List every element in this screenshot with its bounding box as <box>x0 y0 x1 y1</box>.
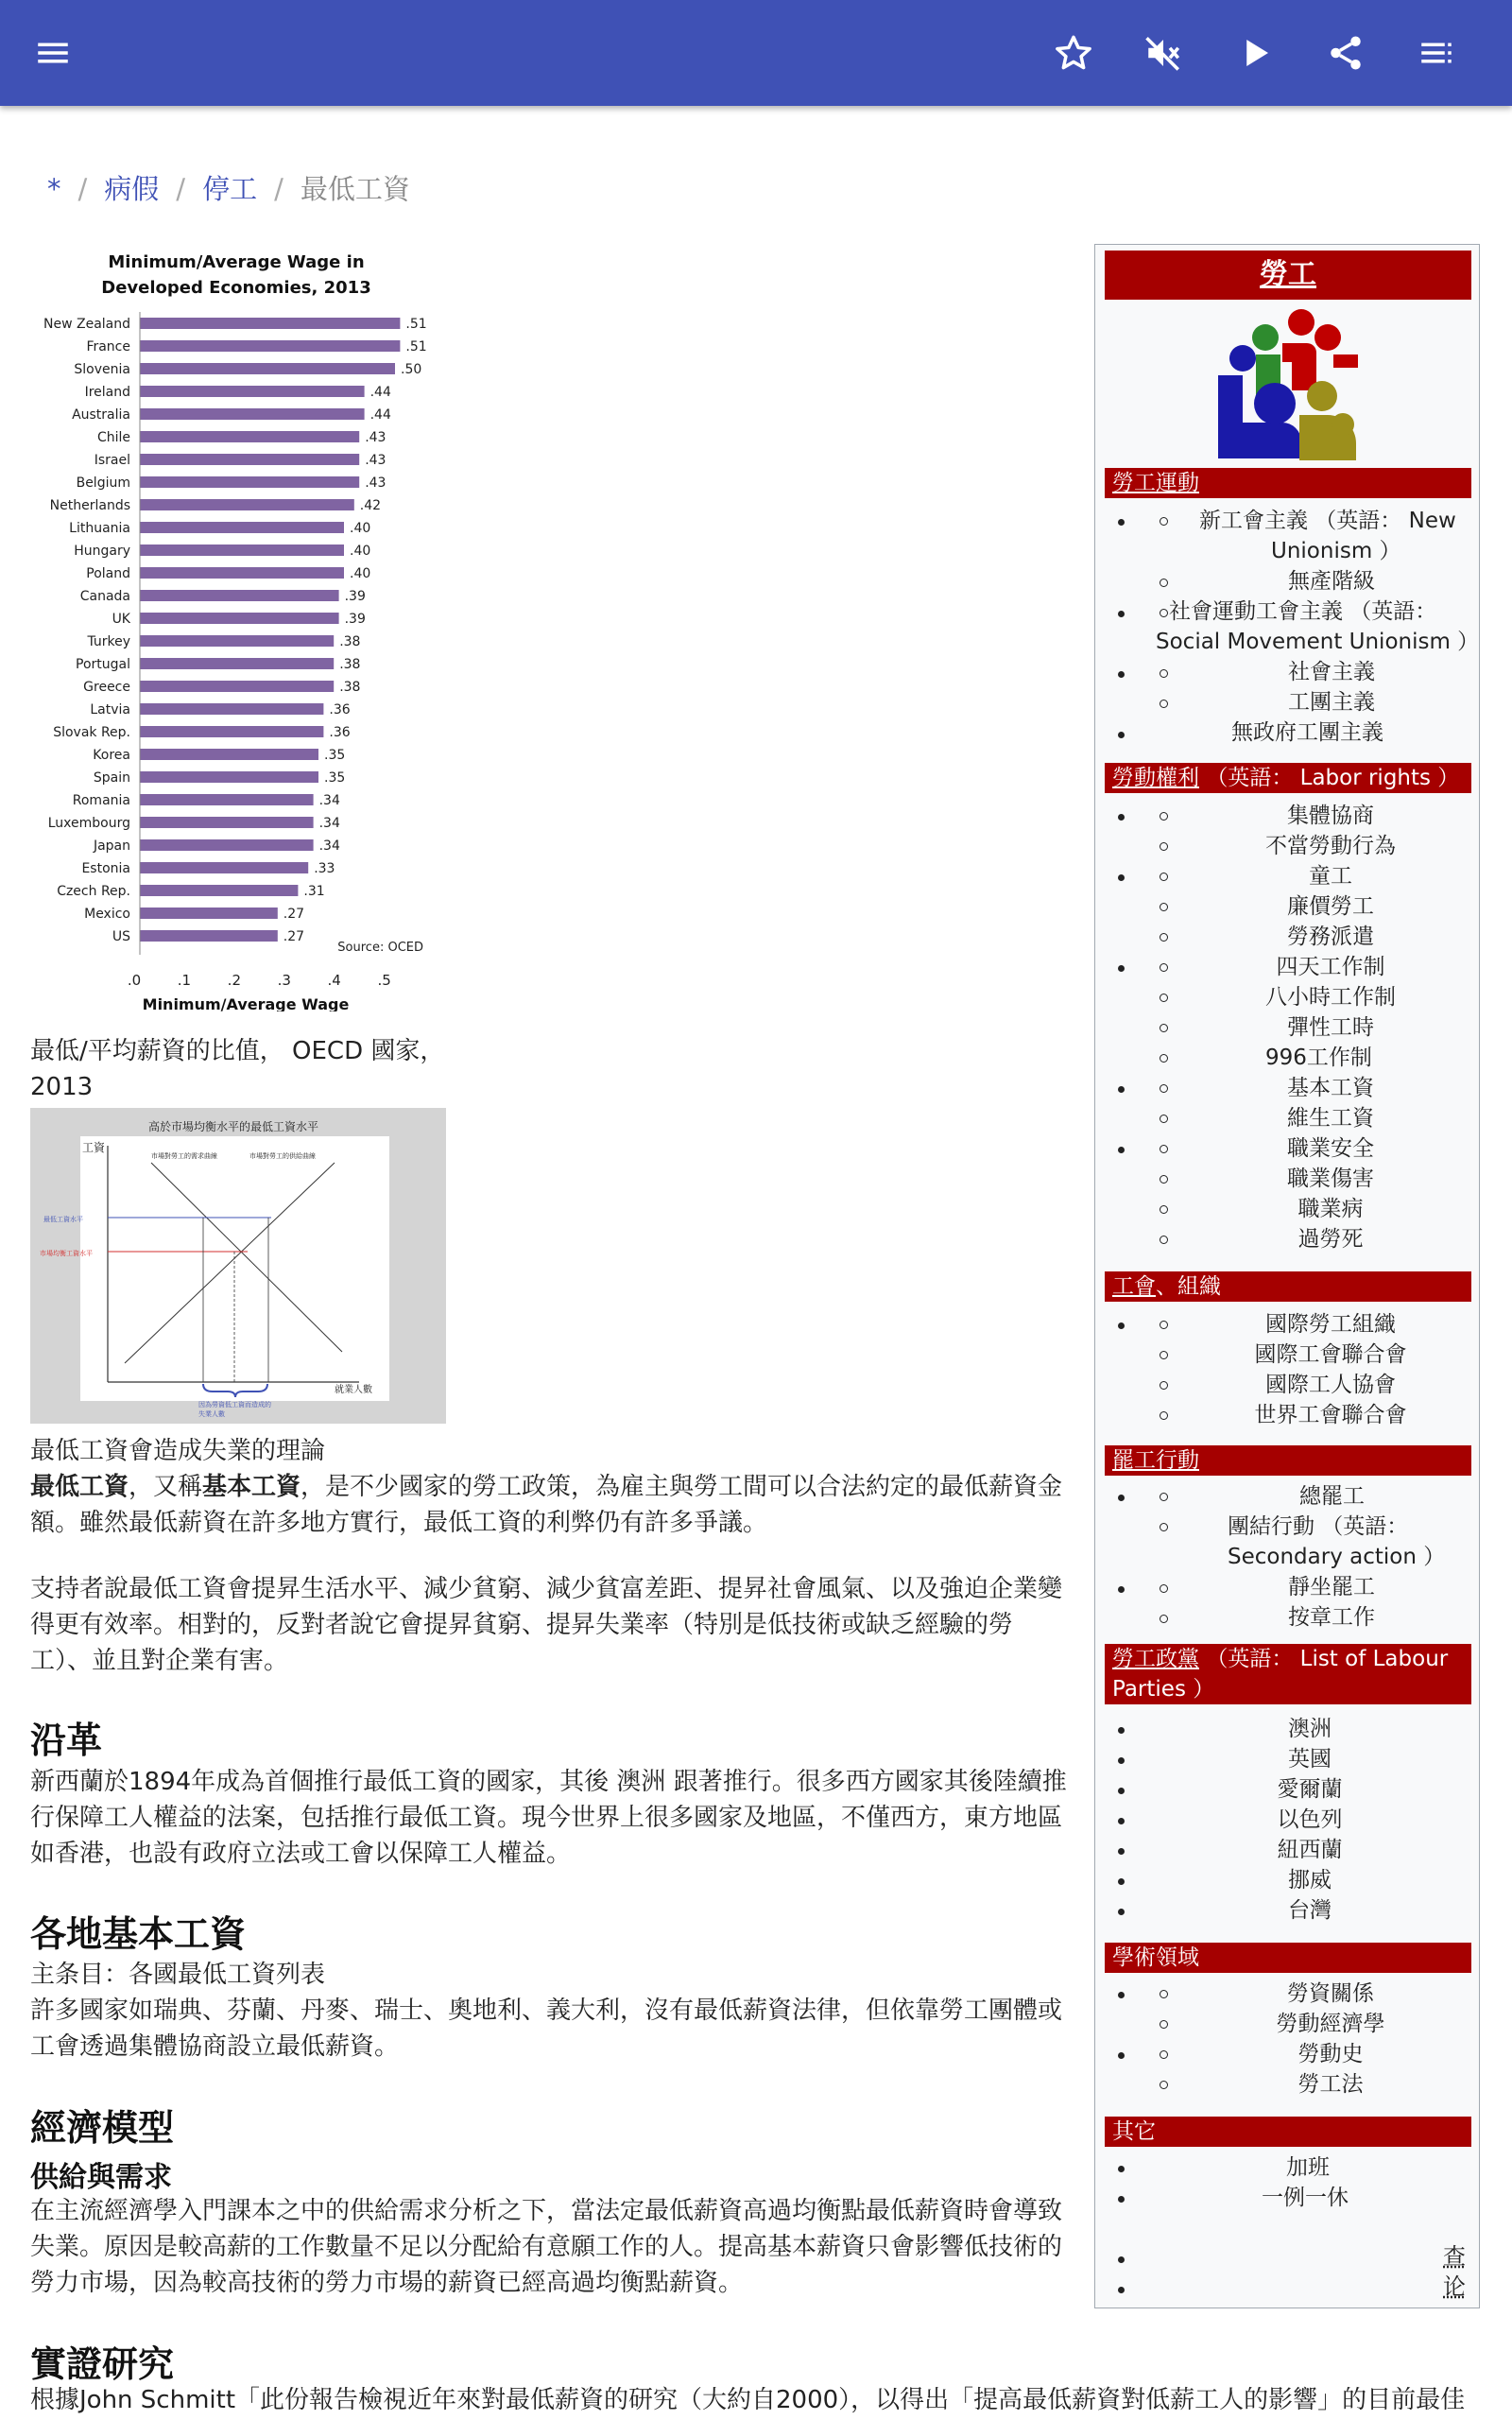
chart-category-label: Slovak Rep. <box>53 725 130 740</box>
chart-bar <box>140 635 334 647</box>
bullet <box>1160 903 1168 911</box>
chart-category-label: Estonia <box>81 861 130 876</box>
chart-value-label: .42 <box>359 498 382 513</box>
infobox-link[interactable]: 不當勞動行為 <box>1265 834 1396 858</box>
bullet <box>1160 963 1168 972</box>
chart-value-label: .38 <box>339 657 361 672</box>
section-heading-empirical: 實證研究 <box>30 2343 175 2385</box>
chart-bar <box>140 658 334 669</box>
infobox-link[interactable]: 勞務派遣 <box>1287 925 1374 949</box>
breadcrumb-item[interactable]: 停工 <box>202 173 258 205</box>
chart-value-label: .38 <box>339 634 361 649</box>
chart-bar <box>140 567 344 579</box>
chart-category-label: Latvia <box>90 702 130 717</box>
section-heading-history: 沿革 <box>30 1720 103 1761</box>
infobox-link[interactable]: 四天工作制 <box>1276 955 1385 979</box>
infobox-link[interactable]: 總罷工 <box>1299 1484 1365 1509</box>
bullet <box>1118 1147 1125 1153</box>
chart-category-label: Ireland <box>84 385 130 400</box>
infobox-section-title: 學術領域 <box>1112 1945 1199 1970</box>
chart-value-label: .31 <box>303 884 325 899</box>
breadcrumb <box>47 168 410 207</box>
bullet <box>1160 1084 1168 1093</box>
infobox-section-other <box>1105 2117 1471 2147</box>
infobox-link[interactable]: 童工 <box>1309 864 1352 889</box>
chart-category-label: France <box>86 339 130 354</box>
chart-bar <box>140 839 314 851</box>
chart-caption: 最低/平均薪資的比值， OECD 國家， <box>30 1037 445 1065</box>
diagram-supply-label: 市場對勞工的供給曲線 <box>249 1152 316 1160</box>
bullet <box>1160 700 1168 708</box>
star-outline-icon[interactable] <box>1047 26 1100 79</box>
infobox-section-suffix: （英語： Labor rights ） <box>1206 766 1460 790</box>
bold-term: 最低工資 <box>30 1473 129 1501</box>
infobox-link[interactable]: 社會主義 <box>1288 660 1375 684</box>
chart-category-label: Netherlands <box>49 498 130 513</box>
diagram-x-label: 就業人數 <box>335 1385 372 1395</box>
chart-value-label: .44 <box>369 385 391 400</box>
infobox-link[interactable]: 過勞死 <box>1297 1227 1364 1252</box>
infobox-link[interactable]: 維生工資 <box>1287 1106 1374 1131</box>
chart-category-label: Mexico <box>84 907 130 922</box>
chart-bar <box>140 590 339 601</box>
bullet <box>1118 519 1125 526</box>
chart-value-label: .34 <box>318 838 340 854</box>
infobox-link[interactable]: 無產階級 <box>1288 569 1375 594</box>
infobox-link[interactable]: 勞動經濟學 <box>1276 2012 1385 2036</box>
chart-bar <box>140 794 314 805</box>
history-paragraph: 新西蘭於1894年成為首個推行最低工資的國家，其後 澳洲 跟著推行。很多西方國家其後陸續推行保障工人權益的法案，包括推行最低工資。現今世界上很多國家及地區，不僅西方，東方地區如香港，也設有政府立法或工會以保障工人權益。 <box>30 1768 1067 1868</box>
bullet <box>1118 671 1125 678</box>
infobox-link[interactable]: 勞工法 <box>1297 2072 1364 2097</box>
breadcrumb-item[interactable]: 病假 <box>104 173 160 205</box>
infobox-link[interactable]: Unionism ） <box>1271 539 1401 563</box>
infobox-link[interactable]: 以色列 <box>1277 1807 1343 1832</box>
infobox-link[interactable]: 廉價勞工 <box>1287 894 1374 919</box>
chart-bar <box>140 885 298 896</box>
chart-category-label: Canada <box>79 589 130 604</box>
chart-value-label: .40 <box>350 544 371 559</box>
chart-value-label: .43 <box>365 453 387 468</box>
infobox-view-link[interactable]: 查 <box>1443 2243 1466 2270</box>
chart-category-label: Belgium <box>76 475 130 491</box>
chart-category-label: New Zealand <box>43 317 130 332</box>
infobox-link[interactable]: 集體協商 <box>1287 804 1374 828</box>
chart-x-tick-label: .2 <box>227 972 241 989</box>
bullet <box>1118 1788 1125 1794</box>
bullet <box>1160 1024 1168 1032</box>
breadcrumb-current: 最低工資 <box>300 173 410 205</box>
chart-category-label: Israel <box>94 453 130 468</box>
diagram-y-label: 工資 <box>82 1141 106 1154</box>
chart-category-label: Greece <box>83 680 130 695</box>
chart-category-label: Luxembourg <box>47 816 130 831</box>
chart-bar <box>140 726 323 737</box>
bullet <box>1118 814 1125 821</box>
chart-x-tick-label: .0 <box>127 972 142 989</box>
top-app-bar <box>0 0 1512 106</box>
infobox-link[interactable]: 愛爾蘭 <box>1277 1777 1343 1802</box>
chart-value-label: .38 <box>339 680 361 695</box>
chart-value-label: .51 <box>405 339 427 354</box>
chart-category-label: Slovenia <box>74 362 130 377</box>
chart-category-label: Poland <box>86 566 130 581</box>
infobox-link[interactable]: 一例一休 <box>1262 2186 1349 2210</box>
chart-value-label: .40 <box>350 521 371 536</box>
bullet <box>1118 2166 1125 2172</box>
chart-bar <box>140 930 278 942</box>
bullet <box>1160 1115 1168 1123</box>
infobox-link[interactable]: 勞動史 <box>1297 2042 1364 2066</box>
infobox-section-link[interactable]: 工會 <box>1112 1274 1156 1299</box>
bullet <box>1160 1990 1168 1998</box>
bullet <box>1160 517 1168 526</box>
empirical-paragraph: 根據John Schmitt「此份報告檢視近年來對最低薪資的研究（大約自2000），以得出「提高最低薪資對低薪工人的影響」的目前最佳 <box>30 2386 1466 2414</box>
infobox-link[interactable]: 英國 <box>1288 1747 1332 1772</box>
chart-bar <box>140 363 395 374</box>
diagram-min-wage-label: 最低工資水平 <box>43 1216 83 1223</box>
chart-category-label: US <box>112 929 130 944</box>
infobox-link[interactable]: 團結行動 （英語： <box>1228 1514 1409 1539</box>
bullet <box>1160 1145 1168 1153</box>
chart-category-label: Korea <box>93 748 130 763</box>
chart-bar <box>140 499 354 510</box>
bullet <box>1160 873 1168 881</box>
bullet <box>1118 1586 1125 1593</box>
bold-term: 基本工資 <box>202 1473 301 1501</box>
bullet <box>1160 1321 1168 1329</box>
chart-title-line-2: Developed Economies, 2013 <box>101 278 371 298</box>
bullet <box>1160 994 1168 1002</box>
infobox-link[interactable]: 社會運動工會主義 （英語： <box>1169 599 1437 624</box>
diagram-caption: 最低工資會造成失業的理論 <box>30 1437 326 1465</box>
bullet <box>1160 609 1168 617</box>
infobox-title[interactable]: 勞工 <box>1105 251 1471 300</box>
bullet <box>1160 1054 1168 1063</box>
chart-source-label: Source: OCED <box>337 941 423 955</box>
chart-value-label: .40 <box>350 566 371 581</box>
infobox-link[interactable]: 台灣 <box>1288 1898 1332 1923</box>
chart-bar <box>140 817 314 828</box>
bullet <box>1118 1909 1125 1915</box>
diagram-unemployment-label: 因為勞資低工資而造成的 <box>198 1401 271 1409</box>
chart-bar <box>140 318 400 329</box>
intro-paragraph <box>30 1469 1070 1541</box>
chart-category-label: Japan <box>93 838 130 854</box>
chart-value-label: .34 <box>318 793 340 808</box>
bullet <box>1118 1086 1125 1093</box>
chart-bar <box>140 544 344 556</box>
chart-bar <box>140 908 278 919</box>
bullet <box>1118 611 1125 617</box>
chart-value-label: .50 <box>401 362 422 377</box>
bullet <box>1160 842 1168 851</box>
bullet <box>1118 1727 1125 1734</box>
chart-category-label: Portugal <box>76 657 130 672</box>
bullet <box>1160 2081 1168 2089</box>
table-of-contents-icon[interactable] <box>1410 26 1463 79</box>
bullet <box>1118 2256 1125 2263</box>
chart-bar <box>140 771 318 783</box>
bullet <box>1160 812 1168 821</box>
chart-bar <box>140 431 359 442</box>
chart-category-label: Hungary <box>74 544 130 559</box>
infobox-link[interactable]: 世界工會聯合會 <box>1254 1403 1407 1427</box>
diagram-title: 高於市場均衡水平的最低工資水平 <box>147 1120 319 1133</box>
chart-value-label: .27 <box>283 929 305 944</box>
chart-bar <box>140 613 339 624</box>
play-icon[interactable] <box>1228 26 1281 79</box>
infobox-link[interactable]: 無政府工團主義 <box>1231 720 1383 745</box>
infobox-link[interactable]: 紐西蘭 <box>1277 1838 1343 1862</box>
infobox-section-suffix: Parties ） <box>1112 1677 1215 1702</box>
intro-paragraph-2: 支持者說最低工資會提昇生活水平、減少貧窮、減少貧富差距、提昇社會風氣、以及強迫企業變得更有效率。相對的，反對者說它會提昇貧窮、提昇失業率（特別是低技術或缺乏經驗的勞工）、並且對企業有害。 <box>30 1575 1063 1675</box>
breadcrumb-home[interactable]: * <box>47 173 61 205</box>
bullet <box>1118 1878 1125 1885</box>
infobox-link[interactable]: Social Movement Unionism ） <box>1156 630 1480 654</box>
chart-category-label: Chile <box>96 430 130 445</box>
infobox-link[interactable]: 國際勞工組織 <box>1265 1312 1396 1337</box>
infobox-section-link[interactable]: 勞動權利 <box>1112 766 1199 790</box>
infobox-section-link[interactable]: 勞工運動 <box>1112 471 1199 495</box>
chart-value-label: .39 <box>344 612 366 627</box>
subsection-heading-supply-demand: 供給與需求 <box>30 2161 172 2194</box>
infobox-section-title: 其它 <box>1112 2119 1156 2144</box>
infobox-link[interactable]: 彈性工時 <box>1287 1015 1374 1040</box>
chart-x-axis-label: Minimum/Average Wage <box>142 995 350 1011</box>
bullet <box>1118 732 1125 738</box>
intro-text: ，是不少國家的勞工政策，為雇主與勞工間可以合法約定的最低薪資金額。雖然最低薪資在許多地方實行，最低工資的利弊仍有許多爭議。 <box>30 1473 1063 1537</box>
infobox-link[interactable]: 靜坐罷工 <box>1288 1575 1375 1599</box>
chart-value-label: .34 <box>318 816 340 831</box>
chart-value-label: .35 <box>324 770 346 786</box>
infobox-link[interactable]: 勞資關係 <box>1287 1981 1374 2006</box>
chart-x-tick-label: .5 <box>377 972 391 989</box>
bullet <box>1160 1493 1168 1501</box>
infobox-link[interactable]: 按章工作 <box>1288 1605 1375 1630</box>
volume-off-icon[interactable] <box>1137 26 1190 79</box>
diagram-demand-label: 市場對勞工的需求曲線 <box>151 1152 217 1160</box>
infobox-section-unions <box>1105 1271 1471 1302</box>
chart-bar <box>140 522 344 533</box>
chart-category-label: Turkey <box>87 634 130 649</box>
diagram-unemployment-label2: 失業人數 <box>198 1410 225 1418</box>
chart-bar <box>140 703 323 715</box>
infobox-link[interactable]: 職業病 <box>1297 1197 1364 1221</box>
infobox-link[interactable]: 新工會主義 （英語： New <box>1199 509 1456 533</box>
infobox-link[interactable]: 加班 <box>1286 2155 1330 2180</box>
chart-x-tick-label: .1 <box>177 972 192 989</box>
chart-title-line-1: Minimum/Average Wage in <box>108 252 365 272</box>
bullet <box>1160 1236 1168 1244</box>
chart-bar <box>140 454 359 465</box>
chart-bar <box>140 386 365 397</box>
chart-category-label: Australia <box>72 407 130 423</box>
chart-value-label: .36 <box>329 725 351 740</box>
bullet <box>1118 2287 1125 2293</box>
infobox-section-academic <box>1105 1943 1471 1973</box>
bullet <box>1118 1818 1125 1824</box>
chart-svg <box>28 246 444 1011</box>
bullet <box>1118 2196 1125 2203</box>
chart-category-label: Lithuania <box>69 521 130 536</box>
chart-value-label: .33 <box>314 861 335 876</box>
bullet <box>1118 1495 1125 1501</box>
regional-paragraph: 許多國家如瑞典、芬蘭、丹麥、瑞士、奧地利、義大利，沒有最低薪資法律，但依靠勞工團體或工會透過集體協商設立最低薪資。 <box>30 1996 1063 2061</box>
infobox-section-link[interactable]: 罷工行動 <box>1112 1448 1199 1473</box>
hamburger-menu-icon[interactable] <box>26 26 79 79</box>
bullet <box>1118 1992 1125 1998</box>
diagram-svg <box>30 1108 446 1424</box>
bullet <box>1160 1615 1168 1623</box>
bullet <box>1160 1381 1168 1390</box>
chart-bar <box>140 408 365 420</box>
infobox-section-suffix: 、組織 <box>1156 1274 1221 1299</box>
bullet <box>1118 1322 1125 1329</box>
chart-value-label: .43 <box>365 430 387 445</box>
infobox-section-labor-rights <box>1105 763 1471 793</box>
breadcrumb-separator: / <box>176 173 186 205</box>
bullet <box>1118 1757 1125 1764</box>
chart-value-label: .27 <box>283 907 305 922</box>
intro-text: ，又稱 <box>129 1473 203 1501</box>
chart-category-label: Czech Rep. <box>57 884 130 899</box>
infobox-section-parties <box>1105 1644 1471 1704</box>
infobox-labour <box>1094 244 1480 2308</box>
breadcrumb-separator: / <box>77 173 88 205</box>
bullet <box>1160 669 1168 678</box>
infobox-link[interactable]: 國際工會聯合會 <box>1254 1342 1407 1367</box>
chart-x-tick-label: .3 <box>277 972 291 989</box>
bullet <box>1160 933 1168 942</box>
chart-value-label: .44 <box>369 407 391 423</box>
chart-caption-year: 2013 <box>30 1073 94 1101</box>
infobox-section-link[interactable]: 勞工政黨 <box>1112 1647 1199 1671</box>
share-icon[interactable] <box>1319 26 1372 79</box>
bullet <box>1160 1523 1168 1531</box>
min-wage-diagram[interactable] <box>30 1108 446 1424</box>
main-article-link[interactable]: 主条目：各國最低工資列表 <box>30 1961 326 1989</box>
chart-bar <box>140 476 359 488</box>
infobox-link[interactable]: 基本工資 <box>1287 1076 1374 1100</box>
section-heading-regional: 各地基本工資 <box>30 1913 247 1955</box>
chart-value-label: .43 <box>365 475 387 491</box>
infobox-section-suffix: （英語： List of Labour <box>1206 1647 1449 1671</box>
breadcrumb-separator: / <box>274 173 284 205</box>
chart-category-label: Spain <box>93 770 130 786</box>
infobox-talk-link[interactable]: 论 <box>1443 2273 1466 2300</box>
chart-bar <box>140 862 308 873</box>
section-heading-econ: 經濟模型 <box>30 2107 175 2149</box>
diagram-market-wage-label: 市場均衡工資水平 <box>40 1250 93 1257</box>
infobox-link[interactable]: 八小時工作制 <box>1265 985 1396 1010</box>
chart-value-label: .39 <box>344 589 366 604</box>
infobox-link[interactable]: Secondary action ） <box>1228 1545 1446 1569</box>
chart-category-label: Romania <box>72 793 130 808</box>
infobox-section-labor-movement <box>1105 468 1471 498</box>
bullet <box>1160 2020 1168 2029</box>
chart-bar <box>140 681 334 692</box>
infobox-link[interactable]: 澳洲 <box>1288 1717 1332 1741</box>
supply-demand-paragraph: 在主流經濟學入門課本之中的供給需求分析之下，當法定最低薪資高過均衡點最低薪資時會導致失業。原因是較高薪的工作數量不足以分配給有意願工作的人。提高基本薪資只會影響低技術的勞力市場，因為較高技術的勞力市場的薪資已經高過均衡點薪資。 <box>30 2197 1063 2297</box>
min-wage-bar-chart <box>28 246 444 1011</box>
infobox-link[interactable]: 996工作制 <box>1265 1046 1372 1070</box>
bullet <box>1118 2052 1125 2059</box>
bullet <box>1160 2050 1168 2059</box>
infobox-link[interactable]: 職業傷害 <box>1287 1167 1374 1191</box>
chart-x-tick-label: .4 <box>327 972 341 989</box>
chart-value-label: .36 <box>329 702 351 717</box>
infobox-link[interactable]: 國際工人協會 <box>1265 1373 1396 1397</box>
infobox-link[interactable]: 挪威 <box>1288 1868 1332 1893</box>
bullet <box>1118 1848 1125 1855</box>
bullet <box>1160 1584 1168 1593</box>
bullet <box>1160 1205 1168 1214</box>
chart-bar <box>140 340 400 352</box>
bullet <box>1118 965 1125 972</box>
chart-value-label: .35 <box>324 748 346 763</box>
bullet <box>1160 1411 1168 1420</box>
bullet <box>1118 874 1125 881</box>
bullet <box>1160 579 1168 587</box>
bullet <box>1160 1351 1168 1359</box>
labour-people-logo <box>1209 302 1369 462</box>
bullet <box>1160 1175 1168 1184</box>
infobox-section-strikes <box>1105 1445 1471 1476</box>
chart-category-label: UK <box>112 612 130 627</box>
infobox-link[interactable]: 工團主義 <box>1288 690 1375 715</box>
infobox-link[interactable]: 職業安全 <box>1287 1136 1374 1161</box>
chart-bar <box>140 749 318 760</box>
chart-value-label: .51 <box>405 317 427 332</box>
